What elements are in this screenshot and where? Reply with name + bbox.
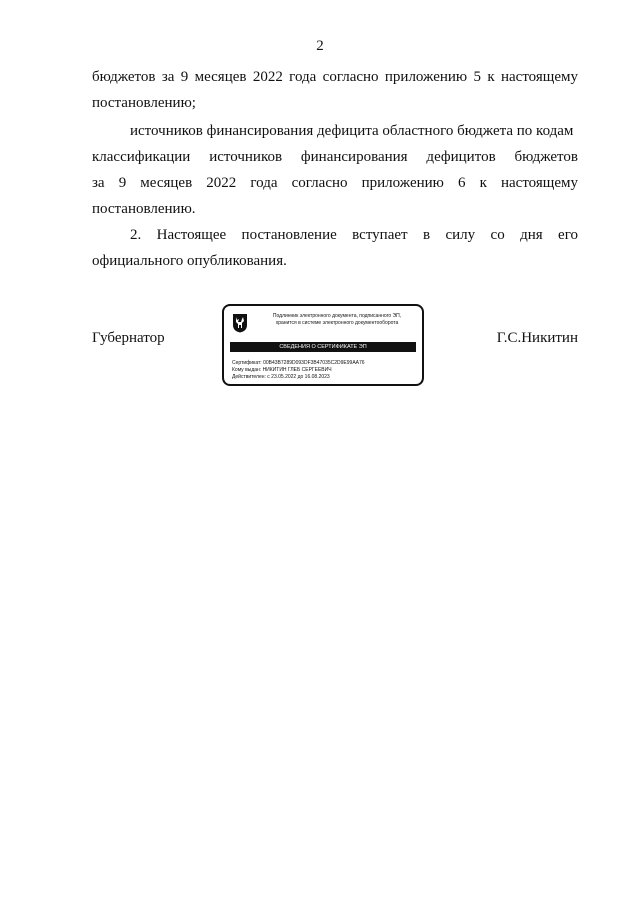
text-line: бюджетов за 9 месяцев 2022 года согласно приложению 5 к настоящему — [92, 69, 578, 85]
stamp-header — [254, 313, 420, 326]
signatory-title: Губернатор — [92, 330, 165, 346]
deer-emblem-icon — [232, 313, 248, 333]
signatory-name: Г.С.Никитин — [496, 330, 578, 346]
stamp-issued-to: Кому выдан: НИКИТИН ГЛЕБ СЕРГЕЕВИЧ — [232, 367, 332, 373]
stamp-header-line: хранится в системе электронного документооборота — [275, 319, 399, 326]
text-line: официального опубликования. — [92, 253, 287, 269]
page-number: 2 — [316, 38, 324, 54]
stamp-validity: Действителен: с 23.05.2022 до 16.08.2023 — [232, 374, 330, 380]
paragraph-2 — [92, 118, 578, 222]
text-line: 2. Настоящее постановление вступает в силу со дня его — [130, 227, 578, 243]
text-line: классификации источников финансирования дефицитов бюджетов — [92, 149, 578, 165]
stamp-title-bar: СВЕДЕНИЯ О СЕРТИФИКАТЕ ЭП — [230, 342, 416, 352]
paragraph-3 — [92, 222, 578, 274]
digital-signature-stamp — [222, 304, 424, 386]
text-line: постановлению. — [92, 201, 196, 217]
stamp-header-line: Подлинник электронного документа, подписанного ЭП, — [272, 313, 402, 319]
stamp-certificate: Сертификат: 00B43B7289D093DF3B47035C2D9E99AA76 — [232, 360, 365, 366]
text-line: за 9 месяцев 2022 года согласно приложению 6 к настоящему — [92, 175, 578, 191]
text-line: постановлению; — [92, 95, 196, 111]
paragraph-1 — [92, 64, 578, 116]
text-line: источников финансирования дефицита областного бюджета по кодам — [130, 123, 574, 139]
